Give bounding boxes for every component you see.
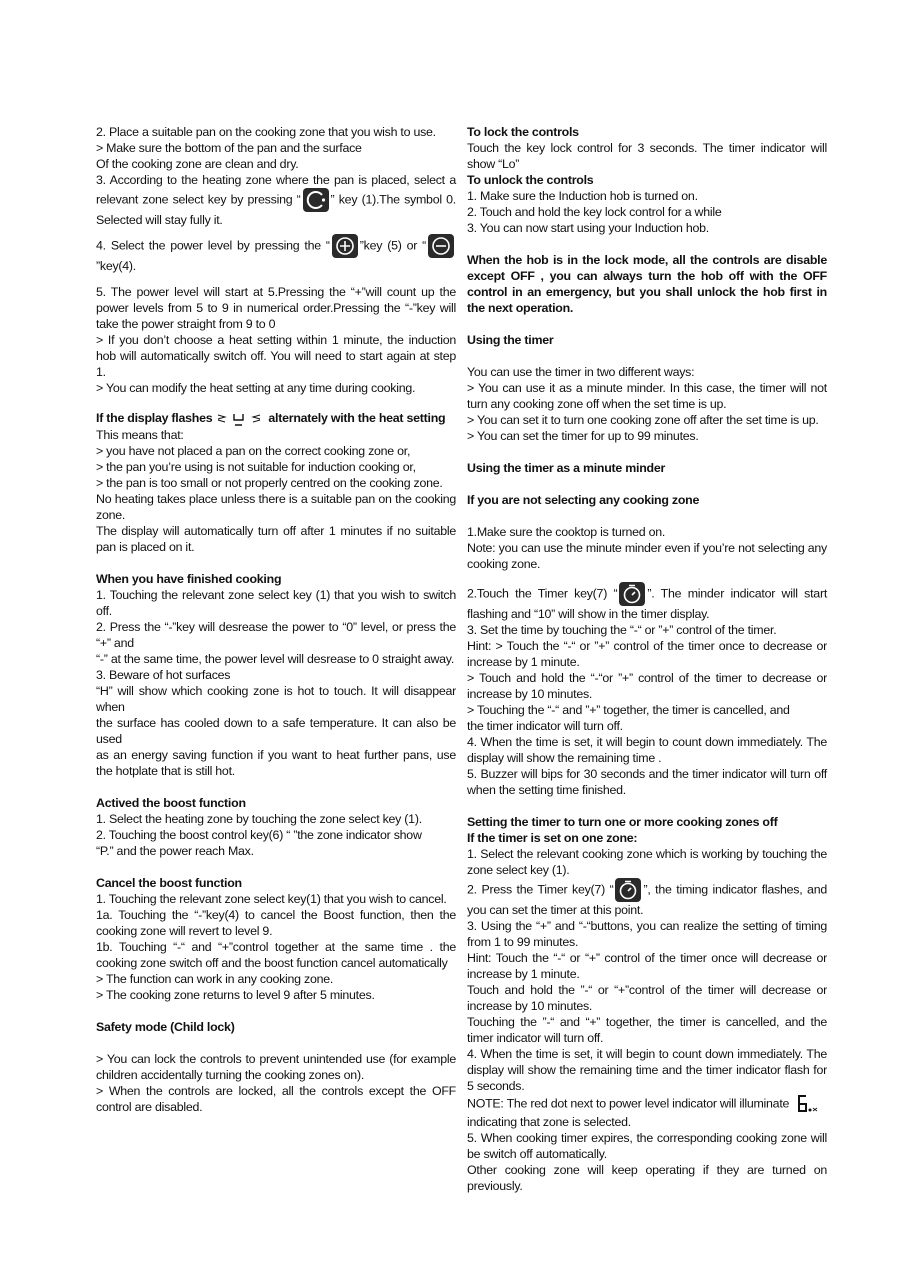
zone-step-3: 3. Using the “+” and “-“buttons, you can realize the setting of timing from 1 to 99 minutes. xyxy=(467,919,827,949)
timer-key-icon xyxy=(619,582,645,606)
other-zone-note: Other cooking zone will keep operating if they are turned on previously. xyxy=(467,1163,827,1193)
hot-indicator-note-3: as an energy saving function if you want to heat further pans, use the hotplate that is still hot. xyxy=(96,747,456,778)
no-zone-heading: If you are not selecting any cooking zone xyxy=(467,493,700,507)
zone-hint-2: Touch and hold the ”-“ or “+”control of the timer will decrease or increase by 10 minutes. xyxy=(467,983,827,1013)
zone-step-1: 1. Select the relevant cooking zone which is working by touching the zone select key (1). xyxy=(467,847,827,877)
safety-note-2: > When the controls are locked, all the controls except the OFF control are disabled. xyxy=(96,1083,456,1114)
finished-step-2-cont: “-” at the same time, the power level will desrease to 0 straight away. xyxy=(96,651,455,666)
minder-step-2: 2.Touch the Timer key(7) “ ”. The minder indicator will start flashing and “10” will show in the timer display. xyxy=(467,582,827,622)
using-timer-heading: Using the timer xyxy=(467,333,554,347)
cancel-step-1a: 1a. Touching the “-”key(4) to cancel the Boost function, then the cooking zone will revert to level 9. xyxy=(96,907,456,938)
boost-heading: Actived the boost function xyxy=(96,795,246,810)
zone-step-2: 2. Press the Timer key(7) “ ”, the timing indicator flashes, and you can set the timer at this point. xyxy=(467,878,827,918)
lock-mode-warning: When the hob is in the lock mode, all the controls are disable except OFF , you can always turn the hob off with the OFF control in an emergency, but you shall unlock the hob first in the next operation. xyxy=(467,253,827,315)
minus-key-icon xyxy=(428,234,454,258)
unlock-heading: To unlock the controls xyxy=(467,173,594,187)
red-dot-note-cont: indicating that zone is selected. xyxy=(467,1115,631,1129)
unlock-step-1: 1. Make sure the Induction hob is turned on. xyxy=(467,189,698,203)
boost-step-2: 2. Touching the boost control key(6) “ ”the zone indicator show xyxy=(96,827,422,842)
zone-hint-1: Hint: Touch the “-“ or “+” control of the timer once will decrease or increase by 1 minute. xyxy=(467,951,827,981)
zone-hint-3: Touching the ”-“ and “+” together, the timer is cancelled, and the timer indicator will turn off. xyxy=(467,1015,827,1045)
cancel-step-1b: 1b. Touching “-“ and “+”control together at the same time . the cooking zone switch off and the boost function cancel automatically xyxy=(96,939,456,970)
reason-3: > the pan is too small or not properly centred on the cooking zone. xyxy=(96,475,443,490)
no-heating-note: No heating takes place unless there is a suitable pan on the cooking zone. xyxy=(96,491,456,522)
reason-2: > the pan you’re using is not suitable for induction cooking or, xyxy=(96,459,416,474)
timer-way-1: > You can use it as a minute minder. In this case, the timer will not turn any cooking zone off when the set time is up. xyxy=(467,381,827,411)
reason-1: > you have not placed a pan on the correct cooking zone or, xyxy=(96,443,411,458)
right-column xyxy=(467,124,827,1194)
auto-off-note: > If you don’t choose a heat setting within 1 minute, the induction hob will automatically switch off. You will need to start again at step 1. xyxy=(96,333,456,379)
minder-hint-3: > Touching the “-“ and ”+” together, the timer is cancelled, and xyxy=(467,703,790,717)
display-off-note: The display will automatically turn off after 1 minutes if no suitable pan is placed on it. xyxy=(96,523,456,554)
minute-minder-heading: Using the timer as a minute minder xyxy=(467,461,666,475)
boost-revert-note: > The cooking zone returns to level 9 after 5 minutes. xyxy=(96,987,375,1002)
one-zone-heading: If the timer is set on one zone: xyxy=(467,831,638,845)
timer-ways: You can use the timer in two different ways: xyxy=(467,365,695,379)
flashing-pan-symbol-icon xyxy=(216,411,264,427)
boost-step-2-cont: “P.” and the power reach Max. xyxy=(96,843,254,858)
minder-step-1: 1.Make sure the cooktop is turned on. xyxy=(467,525,666,539)
left-column xyxy=(96,124,456,1115)
timer-max: > You can set the timer for up to 99 minutes. xyxy=(467,429,699,443)
minder-note: Note: you can use the minute minder even if you’re not selecting any cooking zone. xyxy=(467,541,827,571)
lock-text: Touch the key lock control for 3 seconds. The timer indicator will show “Lo” xyxy=(467,141,827,171)
boost-step-1: 1. Select the heating zone by touching the zone select key (1). xyxy=(96,811,422,826)
minder-hint-1: Hint: > Touch the “-“ or ”+” control of the timer once to decrease or increase by 1 minute. xyxy=(467,639,827,669)
step-4-text: 4. Select the power level by pressing the “ ”key (5) or “ ”key(4). xyxy=(96,234,456,274)
step-5-text: 5. The power level will start at 5.Pressing the “+”will count up the power levels from 5 to 9 in numerical order.Pressing the “-”key will take the power straight from 9 to 0 xyxy=(96,285,456,331)
step-2-text: 2. Place a suitable pan on the cooking zone that you wish to use. xyxy=(96,125,436,139)
finished-step-2: 2. Press the “-”key will desrease the power to “0” level, or press the “+” and xyxy=(96,619,456,650)
set-zones-heading: Setting the timer to turn one or more cooking zones off xyxy=(467,815,778,829)
minder-hint-2: > Touch and hold the “-“or ”+” control of the timer to decrease or increase by 10 minutes. xyxy=(467,671,827,701)
hot-indicator-note-2: the surface has cooled down to a safe temperature. It can also be used xyxy=(96,715,456,746)
minder-step-4: 4. When the time is set, it will begin to count down immediately. The display will show the remaining time . xyxy=(467,735,827,765)
finished-step-1: 1. Touching the relevant zone select key (1) that you wish to switch off. xyxy=(96,587,456,618)
hot-indicator-note: “H” will show which cooking zone is hot to touch. It will disappear when xyxy=(96,683,456,714)
timer-key-icon xyxy=(615,878,641,902)
plus-key-icon xyxy=(332,234,358,258)
modify-heat-note: > You can modify the heat setting at any time during cooking. xyxy=(96,381,416,395)
means-that: This means that: xyxy=(96,427,184,442)
minder-step-3: 3. Set the time by touching the “-“ or ”+” control of the timer. xyxy=(467,623,777,637)
step-2-note-cont: Of the cooking zone are clean and dry. xyxy=(96,157,299,171)
step-3-text: 3. According to the heating zone where the pan is placed, select a relevant zone select key by pressing “ ” key (1).The symbol 0. Selected will stay fully it. xyxy=(96,173,456,227)
finished-cooking-heading: When you have finished cooking xyxy=(96,571,282,586)
step-2-note: > Make sure the bottom of the pan and the surface xyxy=(96,141,362,155)
power-level-6-dot-icon xyxy=(795,1094,821,1114)
red-dot-note: NOTE: The red dot next to power level indicator will illuminate xyxy=(467,1094,827,1114)
minder-step-5: 5. Buzzer will bips for 30 seconds and the timer indicator will turn off when the setting time finished. xyxy=(467,767,827,797)
flash-heading: If the display flashes alternately with the heat setting xyxy=(96,411,446,425)
safety-mode-heading: Safety mode (Child lock) xyxy=(96,1019,235,1034)
lock-heading: To lock the controls xyxy=(467,125,579,139)
unlock-step-3: 3. You can now start using your Induction hob. xyxy=(467,221,709,235)
zone-step-4: 4. When the time is set, it will begin to count down immediately. The display will show the remaining time and the timer indicator flash for 5 seconds. xyxy=(467,1047,827,1093)
zone-step-5: 5. When cooking timer expires, the corresponding cooking zone will be switch off automatically. xyxy=(467,1131,827,1161)
cancel-step-1: 1. Touching the relevant zone select key(1) that you wish to cancel. xyxy=(96,891,447,906)
safety-note-1: > You can lock the controls to prevent unintended use (for example children accidentally turning the cooking zones on). xyxy=(96,1051,456,1082)
unlock-step-2: 2. Touch and hold the key lock control for a while xyxy=(467,205,722,219)
minder-hint-3-cont: the timer indicator will turn off. xyxy=(467,719,623,733)
zone-select-key-icon xyxy=(303,188,329,212)
cancel-boost-heading: Cancel the boost function xyxy=(96,875,242,890)
finished-step-3: 3. Beware of hot surfaces xyxy=(96,667,231,682)
timer-way-2: > You can set it to turn one cooking zone off after the set time is up. xyxy=(467,413,819,427)
boost-any-zone-note: > The function can work in any cooking zone. xyxy=(96,971,334,986)
